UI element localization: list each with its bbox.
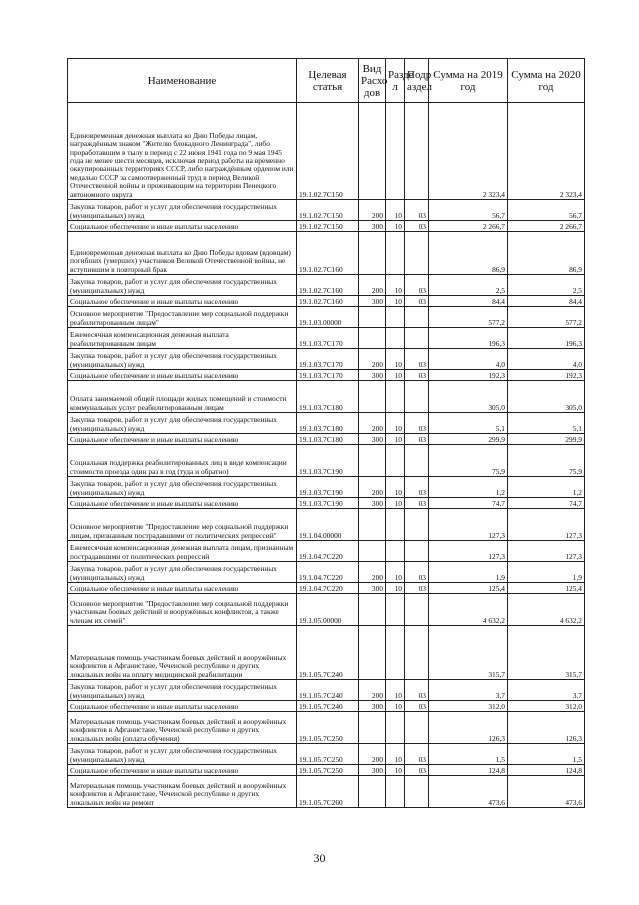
row-section: 10	[386, 701, 405, 712]
row-expense-type	[359, 594, 386, 626]
row-sum-2020: 127,3	[508, 541, 585, 562]
row-name: Основное мероприятие "Предоставление мер социальной поддержки лицам, признанным пострадавшими от политических репрессий"	[68, 509, 297, 541]
row-sum-2019: 74,7	[429, 498, 508, 509]
row-target-article: 19.1.04.00000	[297, 509, 359, 541]
row-sum-2020: 2 323,4	[508, 103, 585, 200]
row-expense-type: 300	[359, 296, 386, 307]
table-row	[68, 275, 585, 296]
row-subsection: 03	[405, 744, 429, 765]
header-section: Разде л	[386, 59, 405, 103]
row-subsection: 03	[405, 434, 429, 445]
row-sum-2019: 86,9	[429, 232, 508, 275]
row-target-article: 19.1.02.7С160	[297, 296, 359, 307]
header-subsection: Подр аздел	[405, 59, 429, 103]
row-target-article: 19.1.05.7С240	[297, 701, 359, 712]
row-target-article: 19.1.02.7С150	[297, 103, 359, 200]
row-sum-2019: 192,3	[429, 370, 508, 381]
row-section: 10	[386, 583, 405, 594]
table-row	[68, 626, 585, 680]
row-name: Социальное обеспечение и иные выплаты населению	[68, 583, 297, 594]
row-sum-2019: 1,2	[429, 477, 508, 498]
row-sum-2020: 192,3	[508, 370, 585, 381]
table-row	[68, 349, 585, 370]
row-target-article: 19.1.05.7С250	[297, 744, 359, 765]
page-number: 30	[313, 851, 326, 865]
row-name: Ежемесячная компенсационная денежная выплата лицам, признанным пострадавшими от политических репрессий	[68, 541, 297, 562]
row-subsection	[405, 594, 429, 626]
row-expense-type: 300	[359, 221, 386, 232]
row-name: Социальное обеспечение и иные выплаты населению	[68, 370, 297, 381]
row-section	[386, 445, 405, 477]
row-expense-type	[359, 712, 386, 744]
row-sum-2020: 315,7	[508, 626, 585, 680]
row-subsection: 03	[405, 370, 429, 381]
row-target-article: 19.1.03.00000	[297, 307, 359, 328]
row-expense-type	[359, 328, 386, 349]
row-sum-2020: 124,8	[508, 765, 585, 776]
row-sum-2019: 127,3	[429, 541, 508, 562]
row-sum-2019: 127,3	[429, 509, 508, 541]
table-row	[68, 307, 585, 328]
row-name: Социальное обеспечение и иные выплаты населению	[68, 221, 297, 232]
table-row	[68, 498, 585, 509]
row-sum-2019: 299,9	[429, 434, 508, 445]
row-sum-2020: 74,7	[508, 498, 585, 509]
row-expense-type	[359, 307, 386, 328]
table-row	[68, 583, 585, 594]
row-expense-type: 300	[359, 434, 386, 445]
row-expense-type: 200	[359, 477, 386, 498]
table-row	[68, 712, 585, 744]
row-name: Закупка товаров, работ и услуг для обеспечения государственных (муниципальных) нужд	[68, 680, 297, 701]
row-sum-2020: 3,7	[508, 680, 585, 701]
row-subsection: 03	[405, 680, 429, 701]
row-sum-2020: 305,0	[508, 381, 585, 413]
row-subsection	[405, 626, 429, 680]
row-sum-2020: 2,5	[508, 275, 585, 296]
row-sum-2019: 2,5	[429, 275, 508, 296]
row-section	[386, 712, 405, 744]
table-row	[68, 562, 585, 583]
row-target-article: 19.1.03.7С180	[297, 381, 359, 413]
row-sum-2019: 2 266,7	[429, 221, 508, 232]
row-expense-type: 200	[359, 744, 386, 765]
row-section: 10	[386, 200, 405, 221]
row-target-article: 19.1.05.7С240	[297, 680, 359, 701]
row-section: 10	[386, 434, 405, 445]
table-row	[68, 232, 585, 275]
table-row	[68, 765, 585, 776]
row-target-article: 19.1.04.7С220	[297, 583, 359, 594]
row-section	[386, 594, 405, 626]
table-row	[68, 594, 585, 626]
row-sum-2019: 84,4	[429, 296, 508, 307]
row-expense-type	[359, 626, 386, 680]
row-expense-type: 200	[359, 200, 386, 221]
row-expense-type: 300	[359, 765, 386, 776]
table-row	[68, 509, 585, 541]
row-section	[386, 328, 405, 349]
row-subsection	[405, 328, 429, 349]
row-sum-2020: 4 632,2	[508, 594, 585, 626]
row-target-article: 19.1.03.7С170	[297, 370, 359, 381]
row-name: Социальное обеспечение и иные выплаты населению	[68, 296, 297, 307]
row-sum-2020: 126,3	[508, 712, 585, 744]
row-sum-2020: 577,2	[508, 307, 585, 328]
row-target-article: 19.1.05.7С260	[297, 776, 359, 808]
row-name: Материальная помощь участникам боевых действий и вооружённых конфликтов в Афганистане, Чеченской республике и других локальных войн на оплату медицинской реабилитации	[68, 626, 297, 680]
row-sum-2019: 4 632,2	[429, 594, 508, 626]
row-expense-type	[359, 381, 386, 413]
row-sum-2020: 1,5	[508, 744, 585, 765]
row-section	[386, 232, 405, 275]
row-subsection: 03	[405, 583, 429, 594]
row-sum-2019: 577,2	[429, 307, 508, 328]
table-row	[68, 477, 585, 498]
row-name: Закупка товаров, работ и услуг для обеспечения государственных (муниципальных) нужд	[68, 349, 297, 370]
row-sum-2019: 1,9	[429, 562, 508, 583]
row-sum-2019: 473,6	[429, 776, 508, 808]
row-name: Закупка товаров, работ и услуг для обеспечения государственных (муниципальных) нужд	[68, 477, 297, 498]
row-name: Материальная помощь участникам боевых действий и вооружённых конфликтов в Афганистане, Чеченской республике и других локальных войн (оплата обучения)	[68, 712, 297, 744]
row-target-article: 19.1.03.7С190	[297, 498, 359, 509]
row-sum-2020: 312,0	[508, 701, 585, 712]
row-target-article: 19.1.05.00000	[297, 594, 359, 626]
row-subsection: 03	[405, 200, 429, 221]
row-subsection	[405, 307, 429, 328]
row-target-article: 19.1.03.7С190	[297, 477, 359, 498]
row-section: 10	[386, 498, 405, 509]
row-section: 10	[386, 275, 405, 296]
row-target-article: 19.1.05.7С250	[297, 712, 359, 744]
row-name: Социальная поддержка реабилитированных лиц в виде компенсации стоимости проезда один раз в год (туда и обратно)	[68, 445, 297, 477]
row-section	[386, 381, 405, 413]
row-expense-type: 300	[359, 498, 386, 509]
row-section: 10	[386, 370, 405, 381]
row-sum-2020: 125,4	[508, 583, 585, 594]
table-row	[68, 413, 585, 434]
row-sum-2019: 196,3	[429, 328, 508, 349]
row-subsection	[405, 509, 429, 541]
row-target-article: 19.1.04.7С220	[297, 562, 359, 583]
table-row	[68, 701, 585, 712]
header-target-article: Целевая статья	[297, 59, 359, 103]
table-row	[68, 680, 585, 701]
row-name: Закупка товаров, работ и услуг для обеспечения государственных (муниципальных) нужд	[68, 200, 297, 221]
row-expense-type: 200	[359, 680, 386, 701]
row-subsection	[405, 445, 429, 477]
row-subsection: 03	[405, 349, 429, 370]
row-subsection	[405, 776, 429, 808]
table-row	[68, 103, 585, 200]
row-target-article: 19.1.05.7С250	[297, 765, 359, 776]
row-subsection	[405, 381, 429, 413]
row-section	[386, 541, 405, 562]
row-target-article: 19.1.03.7С170	[297, 349, 359, 370]
row-sum-2019: 5,1	[429, 413, 508, 434]
row-name: Социальное обеспечение и иные выплаты населению	[68, 765, 297, 776]
row-sum-2020: 473,6	[508, 776, 585, 808]
row-section	[386, 509, 405, 541]
header-expense-type: Вид Расхо дов	[359, 59, 386, 103]
row-sum-2019: 2 323,4	[429, 103, 508, 200]
row-subsection	[405, 541, 429, 562]
row-sum-2020: 86,9	[508, 232, 585, 275]
row-expense-type	[359, 509, 386, 541]
row-subsection: 03	[405, 498, 429, 509]
row-subsection: 03	[405, 562, 429, 583]
row-sum-2019: 305,0	[429, 381, 508, 413]
row-subsection: 03	[405, 765, 429, 776]
table-row	[68, 445, 585, 477]
row-expense-type: 300	[359, 583, 386, 594]
row-sum-2019: 312,0	[429, 701, 508, 712]
row-section	[386, 307, 405, 328]
row-section: 10	[386, 413, 405, 434]
row-sum-2019: 56,7	[429, 200, 508, 221]
table-row	[68, 328, 585, 349]
row-target-article: 19.1.04.7С220	[297, 541, 359, 562]
row-sum-2019: 75,9	[429, 445, 508, 477]
row-expense-type: 200	[359, 275, 386, 296]
row-subsection	[405, 232, 429, 275]
row-sum-2019: 125,4	[429, 583, 508, 594]
row-name: Основное мероприятие "Предоставление мер социальной поддержки участникам боевых действий и вооружённых конфликтов, а также членам их семей"	[68, 594, 297, 626]
table-body	[68, 103, 585, 808]
table-row	[68, 370, 585, 381]
row-section: 10	[386, 477, 405, 498]
row-sum-2020: 75,9	[508, 445, 585, 477]
table-row	[68, 296, 585, 307]
row-sum-2020: 2 266,7	[508, 221, 585, 232]
row-target-article: 19.1.03.7С190	[297, 445, 359, 477]
header-name: Наименование	[68, 59, 297, 103]
row-section: 10	[386, 349, 405, 370]
row-sum-2020: 56,7	[508, 200, 585, 221]
table-row	[68, 744, 585, 765]
row-expense-type: 300	[359, 370, 386, 381]
row-sum-2019: 126,3	[429, 712, 508, 744]
row-expense-type	[359, 541, 386, 562]
row-expense-type: 200	[359, 349, 386, 370]
row-section	[386, 626, 405, 680]
row-name: Основное мероприятие "Предоставление мер социальной поддержки реабилитированным лицам"	[68, 307, 297, 328]
row-subsection	[405, 712, 429, 744]
row-sum-2020: 127,3	[508, 509, 585, 541]
row-sum-2020: 4,0	[508, 349, 585, 370]
header-sum-2019: Сумма на 2019 год	[429, 59, 508, 103]
row-target-article: 19.1.03.7С170	[297, 328, 359, 349]
row-sum-2020: 299,9	[508, 434, 585, 445]
row-section: 10	[386, 680, 405, 701]
row-name: Социальное обеспечение и иные выплаты населению	[68, 701, 297, 712]
table-row	[68, 381, 585, 413]
table-row	[68, 200, 585, 221]
row-section	[386, 776, 405, 808]
table-row	[68, 541, 585, 562]
row-target-article: 19.1.03.7С180	[297, 434, 359, 445]
budget-table	[67, 58, 585, 808]
row-name: Закупка товаров, работ и услуг для обеспечения государственных (муниципальных) нужд	[68, 275, 297, 296]
row-section: 10	[386, 296, 405, 307]
row-name: Закупка товаров, работ и услуг для обеспечения государственных (муниципальных) нужд	[68, 744, 297, 765]
row-name: Единовременная денежная выплата ко Дню Победы лицам, награждённым знаком "Жителю блокадного Ленинграда", либо проработавшим в тылу в период с 22 июня 1941 года по 9 мая 1945 года не менее шести месяцев, исключая период работы на временно оккупированных территориях СССР, либо награждённым орденом или медалью СССР за самоотверженный труд в период Великой Отечественной войны и проживающим на территории Пенецкого автономного округа	[68, 103, 297, 200]
row-name: Закупка товаров, работ и услуг для обеспечения государственных (муниципальных) нужд	[68, 562, 297, 583]
row-expense-type: 200	[359, 562, 386, 583]
row-section	[386, 103, 405, 200]
row-section: 10	[386, 562, 405, 583]
row-sum-2019: 315,7	[429, 626, 508, 680]
row-subsection: 03	[405, 275, 429, 296]
row-expense-type: 200	[359, 413, 386, 434]
table-row	[68, 776, 585, 808]
row-name: Оплата занимаемой общей площади жилых помещений и стоимости коммунальных услуг реабилитированным лицам	[68, 381, 297, 413]
row-target-article: 19.1.03.7С180	[297, 413, 359, 434]
row-target-article: 19.1.02.7С160	[297, 232, 359, 275]
table-row	[68, 221, 585, 232]
row-subsection: 03	[405, 296, 429, 307]
row-expense-type	[359, 103, 386, 200]
row-name: Социальное обеспечение и иные выплаты населению	[68, 498, 297, 509]
table-row	[68, 434, 585, 445]
row-name: Ежемесячная компенсационная денежная выплата реабилитированным лицам	[68, 328, 297, 349]
row-sum-2020: 196,3	[508, 328, 585, 349]
row-subsection: 03	[405, 701, 429, 712]
row-target-article: 19.1.02.7С160	[297, 275, 359, 296]
row-subsection: 03	[405, 221, 429, 232]
row-name: Закупка товаров, работ и услуг для обеспечения государственных (муниципальных) нужд	[68, 413, 297, 434]
row-name: Единовременная денежная выплата ко Дню Победы вдовам (вдовцам) погибших (умерших) участников Великой Отечественной войны, не вступившим в повторный брак	[68, 232, 297, 275]
row-expense-type: 300	[359, 701, 386, 712]
table-header-row	[68, 59, 585, 103]
row-sum-2019: 3,7	[429, 680, 508, 701]
row-subsection	[405, 103, 429, 200]
row-subsection: 03	[405, 413, 429, 434]
row-section: 10	[386, 744, 405, 765]
row-expense-type	[359, 776, 386, 808]
row-sum-2020: 1,9	[508, 562, 585, 583]
row-section: 10	[386, 221, 405, 232]
row-sum-2019: 1,5	[429, 744, 508, 765]
row-name: Социальное обеспечение и иные выплаты населению	[68, 434, 297, 445]
row-section: 10	[386, 765, 405, 776]
row-subsection: 03	[405, 477, 429, 498]
row-expense-type	[359, 445, 386, 477]
header-sum-2020: Сумма на 2020 год	[508, 59, 585, 103]
row-expense-type	[359, 232, 386, 275]
row-target-article: 19.1.02.7С150	[297, 221, 359, 232]
row-name: Материальная помощь участникам боевых действий и вооружённых конфликтов в Афганистане, Чеченской республике и других локальных войн на ремонт	[68, 776, 297, 808]
row-sum-2020: 1,2	[508, 477, 585, 498]
row-target-article: 19.1.02.7С150	[297, 200, 359, 221]
row-sum-2020: 84,4	[508, 296, 585, 307]
row-target-article: 19.1.05.7С240	[297, 626, 359, 680]
row-sum-2020: 5,1	[508, 413, 585, 434]
row-sum-2019: 124,8	[429, 765, 508, 776]
row-sum-2019: 4,0	[429, 349, 508, 370]
